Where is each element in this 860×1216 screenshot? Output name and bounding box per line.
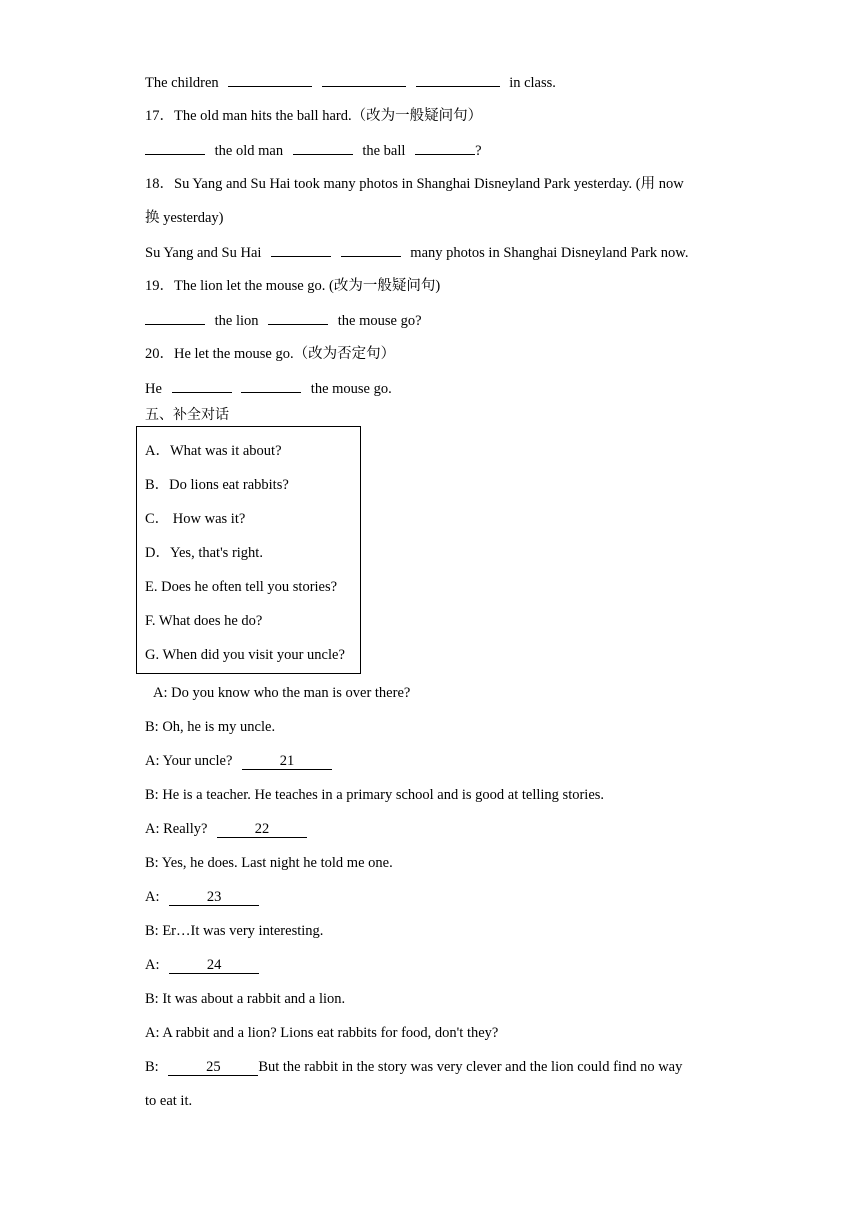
dialogue-line: A: A rabbit and a lion? Lions eat rabbits for food, don't they? [145,1025,499,1041]
sentence-suffix: many photos in Shanghai Disneyland Park now. [410,245,689,261]
speaker-text: A: [145,889,160,905]
option-g: G. When did you visit your uncle? [145,647,345,663]
sentence-prefix: The children [145,75,219,91]
option-b: B．Do lions eat rabbits? [145,477,289,493]
sentence-suffix: in class. [509,75,556,91]
answer-word: the lion [214,313,259,329]
answer-line-19 [145,310,422,331]
dialogue-line [145,887,259,907]
answer-word: the old man [214,143,284,159]
question-mark: ? [475,143,482,159]
speaker-text: A: [145,957,160,973]
dialogue-line: A: Do you know who the man is over there? [153,685,411,701]
dialogue-line [145,751,332,771]
answer-blank-22[interactable]: 22 [217,821,307,838]
answer-blank[interactable] [341,242,401,257]
answer-blank-21[interactable]: 21 [242,753,332,770]
option-d: D．Yes, that's right. [145,545,263,561]
answer-word: the mouse go? [337,313,422,329]
answer-word: the ball [362,143,406,159]
answer-blank-23[interactable]: 23 [169,889,259,906]
question-18: 18．Su Yang and Su Hai took many photos in Shanghai Disneyland Park yesterday. (用 now [145,176,684,192]
dialogue-line [145,955,259,975]
speaker-text: A: Really? [145,821,208,837]
section-title: 五、补全对话 [145,407,229,423]
sentence-prefix: Su Yang and Su Hai [145,245,262,261]
answer-blank[interactable] [415,140,475,155]
dialogue-line: to eat it. [145,1093,193,1109]
question-20: 20．He let the mouse go.（改为否定句） [145,346,396,362]
fill-sentence-16 [145,72,556,93]
answer-blank[interactable] [145,140,205,155]
speaker-text: B: [145,1059,159,1075]
answer-blank[interactable] [228,72,312,87]
answer-line-18 [145,242,688,263]
option-a: A．What was it about? [145,443,282,459]
sentence-suffix: the mouse go. [310,381,392,397]
answer-line-20 [145,378,392,399]
question-18-cont: 换 yesterday) [145,210,224,226]
question-19: 19．The lion let the mouse go. (改为一般疑问句) [145,278,441,294]
sentence-prefix: He [145,381,162,397]
dialogue-line: B: He is a teacher. He teaches in a primary school and is good at telling stories. [145,787,605,803]
dialogue-line: B: It was about a rabbit and a lion. [145,991,346,1007]
dialogue-line [145,1057,682,1077]
answer-blank[interactable] [293,140,353,155]
dialogue-text: But the rabbit in the story was very clever and the lion could find no way [258,1059,683,1075]
option-e: E. Does he often tell you stories? [145,579,338,595]
dialogue-line: B: Er…It was very interesting. [145,923,324,939]
options-box [136,426,361,674]
answer-blank[interactable] [145,310,205,325]
answer-blank[interactable] [268,310,328,325]
dialogue-line [145,819,307,839]
answer-line-17 [145,140,482,161]
answer-blank[interactable] [241,378,301,393]
dialogue-line: B: Oh, he is my uncle. [145,719,276,735]
answer-blank-24[interactable]: 24 [169,957,259,974]
option-c: C． How was it? [145,511,246,527]
question-17: 17．The old man hits the ball hard.（改为一般疑问句） [145,108,483,124]
answer-blank[interactable] [172,378,232,393]
answer-blank[interactable] [271,242,331,257]
answer-blank[interactable] [322,72,406,87]
option-f: F. What does he do? [145,613,263,629]
answer-blank[interactable] [416,72,500,87]
dialogue-line: B: Yes, he does. Last night he told me one. [145,855,393,871]
speaker-text: A: Your uncle? [145,753,233,769]
answer-blank-25[interactable]: 25 [168,1059,258,1076]
